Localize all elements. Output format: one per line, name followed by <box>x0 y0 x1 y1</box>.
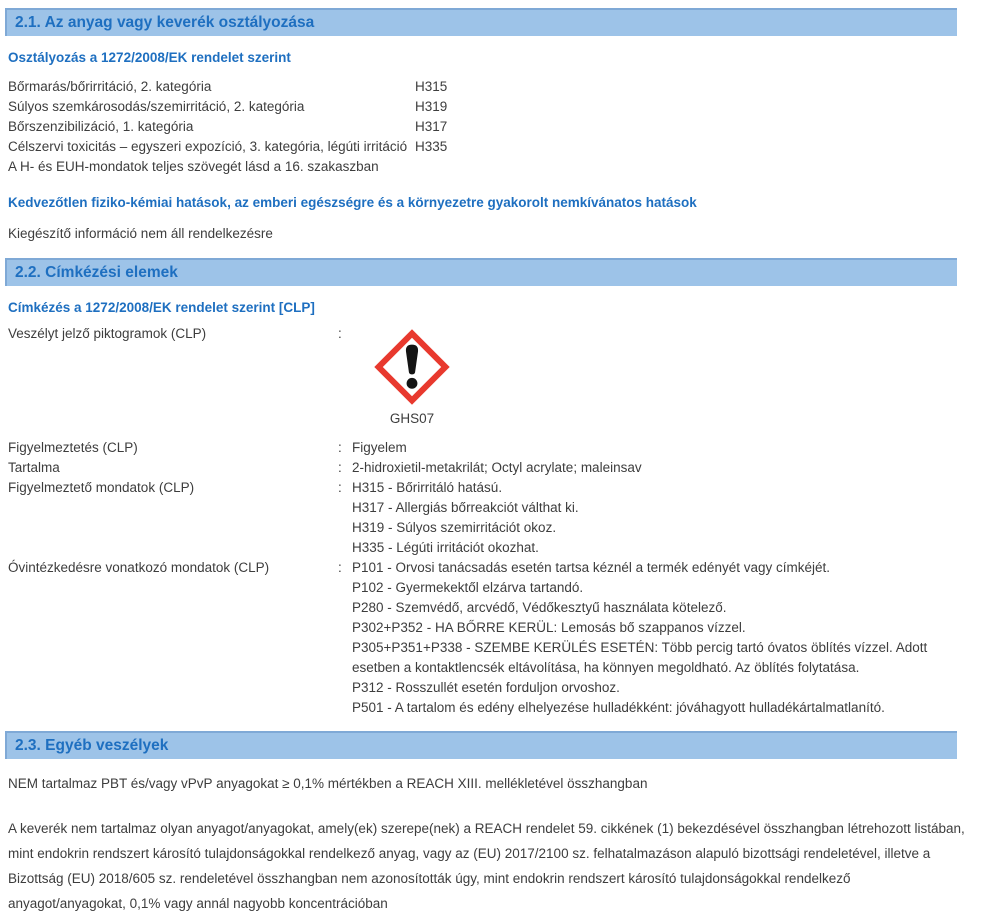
ghs07-exclamation-icon <box>366 324 458 410</box>
hazard-code: H335 <box>415 139 448 154</box>
classification-label: Célszervi toxicitás – egyszeri expozíció, 3. kategória, légúti irritáció <box>8 139 408 154</box>
endocrine-disruptor-statement: A keverék nem tartalmaz olyan anyagot/anyagokat, amely(ek) szerepe(nek) a REACH rendelet 59. cikkének (1) bekezdésével összhangban létrehozott listában, mint endokrin rendszert károsító tulajdonságokkal rendelkező anyag, vagy az (EU) 2017/2100 sz. felhatalmazáson alapuló bizottsági rendeletével, illetve a Bizottság (EU) 2018/605 sz. rendeletével összhangban nem azonosították úgy, mint endokrin rendszert károsító tulajdonságokkal rendelkező anyagot/anyagokat, 0,1% vagy annál nagyobb koncentrációban <box>8 821 965 911</box>
precautionary-statement: P280 - Szemvédő, arcvédő, Védőkesztyű használata kötelező. <box>352 600 727 615</box>
hazard-code: H319 <box>415 99 448 114</box>
contains-value: 2-hidroxietil-metakrilát; Octyl acrylate; maleinsav <box>352 460 642 475</box>
h-euh-note: A H- és EUH-mondatok teljes szövegét lásd a 16. szakaszban <box>8 159 379 174</box>
section-2-1-title: 2.1. Az anyag vagy keverék osztályozása <box>15 14 315 31</box>
sds-page <box>0 8 1000 916</box>
hazard-statement: H335 - Légúti irritációt okozhat. <box>352 540 539 555</box>
colon-separator: : <box>338 460 342 475</box>
pictogram-row-value <box>352 324 952 431</box>
contains-label: Tartalma <box>8 460 60 475</box>
section-2-3-header-bar <box>5 731 957 759</box>
hazard-statement: H315 - Bőrirritáló hatású. <box>352 480 503 495</box>
colon-separator: : <box>338 560 342 575</box>
ghs-pictogram-block <box>366 324 458 431</box>
classification-label: Bőrmarás/bőrirritáció, 2. kategória <box>8 79 212 94</box>
section-2-2-content <box>0 299 1000 718</box>
contains-row <box>8 458 957 478</box>
precautionary-statement: P302+P352 - HA BŐRRE KERÜL: Lemosás bő szappanos vízzel. <box>352 620 746 635</box>
classification-row <box>8 117 957 137</box>
precautionary-statement: P101 - Orvosi tanácsadás esetén tartsa kéznél a termék edényét vagy címkéjét. <box>352 560 830 575</box>
signal-word-label: Figyelmeztetés (CLP) <box>8 440 138 455</box>
colon-separator: : <box>338 440 342 455</box>
section-2-2-title: 2.2. Címkézési elemek <box>15 264 178 281</box>
hazard-statement: H317 - Allergiás bőrreakciót válthat ki. <box>352 500 579 515</box>
labelling-subheading: Címkézés a 1272/2008/EK rendelet szerint [CLP] <box>8 300 315 315</box>
adverse-effects-subheading: Kedvezőtlen fiziko-kémiai hatások, az emberi egészségre és a környezetre gyakorolt nemkívánatos hatások <box>8 195 697 210</box>
pictogram-row <box>8 324 957 431</box>
colon-separator: : <box>338 480 342 495</box>
precautionary-statement: P305+P351+P338 - SZEMBE KERÜLÉS ESETÉN: Több percig tartó óvatos öblítés vízzel. Adott esetben a kontaktlencsék eltávolítása, ha könnyen megoldható. Az öblítés folytatása. <box>352 640 928 675</box>
hazard-code: H317 <box>415 119 448 134</box>
pictogram-row-label: Veszélyt jelző piktogramok (CLP) <box>8 326 207 341</box>
precautionary-statements-label: Óvintézkedésre vonatkozó mondatok (CLP) <box>8 560 270 575</box>
signal-word-value: Figyelem <box>352 440 407 455</box>
classification-subheading: Osztályozás a 1272/2008/EK rendelet szerint <box>8 50 291 65</box>
precautionary-statement: P312 - Rosszullét esetén forduljon orvoshoz. <box>352 680 620 695</box>
classification-label: Súlyos szemkárosodás/szemirritáció, 2. kategória <box>8 99 305 114</box>
section-2-1-header-bar <box>5 8 957 36</box>
hazard-statements-row <box>8 478 957 558</box>
adverse-effects-text: Kiegészítő információ nem áll rendelkezésre <box>8 226 273 241</box>
classification-label: Bőrszenzibilizáció, 1. kategória <box>8 119 194 134</box>
classification-row <box>8 137 957 157</box>
precautionary-statement: P501 - A tartalom és edény elhelyezése hulladékként: jóváhagyott hulladékártalmatlanító. <box>352 700 885 715</box>
labelling-rows <box>8 324 957 718</box>
precautionary-statement: P102 - Gyermekektől elzárva tartandó. <box>352 580 584 595</box>
classification-table <box>8 77 957 177</box>
section-2-2-header-bar <box>5 258 957 286</box>
section-2-1-content <box>0 49 1000 244</box>
hazard-code: H315 <box>415 79 448 94</box>
precautionary-statements-value <box>352 558 952 718</box>
classification-row <box>8 77 957 97</box>
pictogram-code-caption: GHS07 <box>389 411 435 426</box>
section-2-3-content <box>0 774 1000 916</box>
hazard-statements-label: Figyelmeztető mondatok (CLP) <box>8 480 195 495</box>
colon-separator: : <box>338 326 342 341</box>
hazard-statements-value <box>352 478 952 558</box>
classification-row <box>8 97 957 117</box>
precautionary-statements-row <box>8 558 957 718</box>
signal-word-row <box>8 438 957 458</box>
section-2-3-title: 2.3. Egyéb veszélyek <box>15 737 169 754</box>
hazard-statement: H319 - Súlyos szemirritációt okoz. <box>352 520 557 535</box>
pbt-vpvb-statement: NEM tartalmaz PBT és/vagy vPvP anyagokat ≥ 0,1% mértékben a REACH XIII. mellékletével összhangban <box>8 776 648 791</box>
